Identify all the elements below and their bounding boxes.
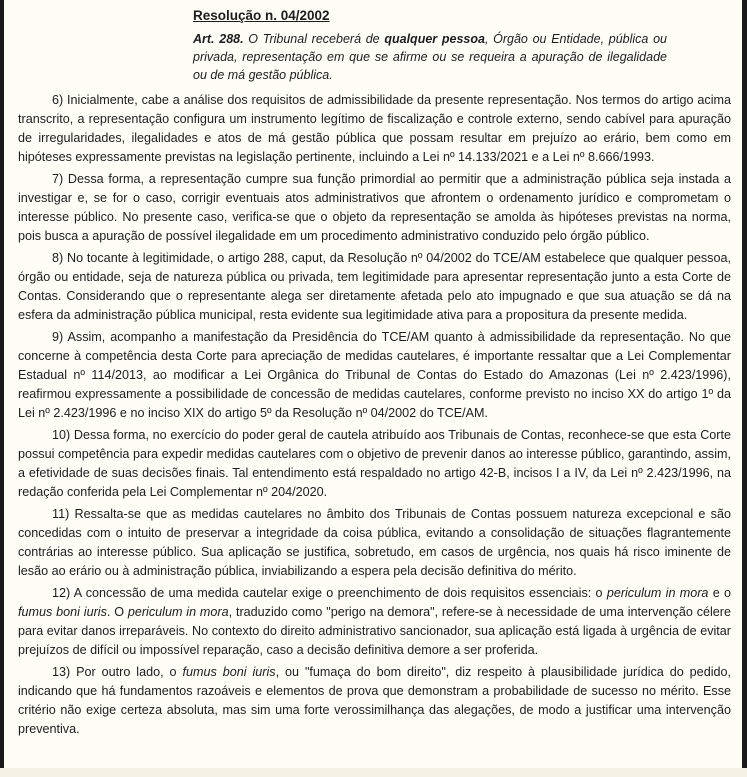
opinion-paragraph xyxy=(18,663,731,739)
text-run: periculum in mora xyxy=(606,586,709,600)
opinion-paragraph xyxy=(18,170,731,246)
opinion-paragraphs xyxy=(18,91,731,739)
text-run: qualquer pessoa xyxy=(384,32,485,46)
text-run: , Órgão ou Entidade, pública ou privada, representação em que se afirme ou se requeira a apuração de ilegalidade ou de má gestão pública. xyxy=(193,32,667,82)
text-run: 13) Por outro lado, o xyxy=(52,665,183,679)
opinion-paragraph xyxy=(18,505,731,581)
text-run: 7) Dessa forma, a representação cumpre sua função primordial ao permitir que a administração pública seja instada a investigar e, se for o caso, corrigir eventuais atos administrativos que afrontem o ordenamento jurídico e comprometam o interesse público. No presente caso, verifica-se que o objeto da representação se amolda às hipóteses previstas na norma, pois busca a apuração de possível ilegalidade em um procedimento administrativo conduzido pelo órgão público. xyxy=(18,172,731,243)
text-run: 9) Assim, acompanho a manifestação da Presidência do TCE/AM quanto à admissibilidade da representação. No que concerne à competência desta Corte para apreciação de medidas cautelares, é importante ressaltar que a Lei Complementar Estadual nº 114/2013, ao modificar a Lei Orgânica do Tribunal de Contas do Estado do Amazonas (Lei nº 2.423/1996), reafirmou expressamente a possibilidade de concessão de medidas cautelares, conforme previsto no inciso XX do artigo 1º da Lei nº 2.423/1996 e no inciso XIX do artigo 5º da Resolução nº 04/2002 do TCE/AM. xyxy=(18,330,731,420)
text-run: 11) Ressalta-se que as medidas cautelares no âmbito dos Tribunais de Contas possuem natureza excepcional e são concedidas com o intuito de preservar a integridade da coisa pública, evitando a consolidação de situações flagrantemente contrárias ao interesse público. Sua aplicação se justifica, sobretudo, em casos de urgência, nos quais há risco iminente de lesão ao erário ou à administração pública, inviabilizando a espera pela decisão definitiva do mérito. xyxy=(18,507,731,578)
text-run: . O xyxy=(106,605,128,619)
text-run: fumus boni iuris xyxy=(18,605,107,619)
text-run: 6) Inicialmente, cabe a análise dos requisitos de admissibilidade da presente representação. Nos termos do artigo acima transcrito, a representação configura um instrumento legítimo de fiscalização e controle externo, sendo cabível para apuração de irregularidades, ilegalidades e atos de má gestão pública que possam resultar em prejuízo ao erário, bem como em hipóteses expressamente previstas na legislação pertinente, incluindo a Lei nº 14.133/2021 e a Lei nº 8.666/1993. xyxy=(18,93,731,164)
text-run: fumus boni iuris xyxy=(182,665,276,679)
opinion-paragraph xyxy=(18,91,731,167)
document-content xyxy=(4,0,742,739)
opinion-paragraph xyxy=(18,426,731,502)
opinion-paragraph xyxy=(18,249,731,325)
text-run: 8) No tocante à legitimidade, o artigo 288, caput, da Resolução nº 04/2002 do TCE/AM estabelece que qualquer pessoa, órgão ou entidade, seja de natureza pública ou privada, tem legitimidade para apresentar representação junto a esta Corte de Contas. Considerando que o representante alega ser diretamente afetada pelo ato impugnado e que sua atuação se dá na esfera da administração pública municipal, resta evidente sua legitimidade ativa para a propositura da presente medida. xyxy=(18,251,731,322)
resolution-heading: Resolução n. 04/2002 xyxy=(193,8,330,23)
opinion-paragraph xyxy=(18,584,731,660)
text-run: , traduzido como "perigo na demora", refere-se à necessidade de uma intervenção célere para evitar danos irreparáveis. No contexto do direito administrativo sancionador, sua aplicação está ligada à urgência de evitar prejuízos de difícil ou impossível reparação, caso a decisão definitiva demore a ser proferida. xyxy=(18,605,732,657)
page-bottom-strip xyxy=(0,768,747,777)
text-run: periculum in mora xyxy=(127,605,229,619)
opinion-paragraph xyxy=(18,328,731,423)
text-run: 10) Dessa forma, no exercício do poder geral de cautela atribuído aos Tribunais de Contas, reconhece-se que esta Corte possui competência para expedir medidas cautelares com o objetivo de prevenir danos ao interesse público, garantindo, assim, a efetividade de suas decisões finais. Tal entendimento está respaldado no artigo 42-B, incisos I a IV, da Lei nº 2.423/1996, na redação conferida pela Lei Complementar nº 204/2020. xyxy=(18,428,731,499)
article-288-quote xyxy=(193,30,667,84)
text-run: O Tribunal receberá de xyxy=(243,32,385,46)
text-run: e o xyxy=(708,586,731,600)
text-run: , ou "fumaça do bom direito", diz respeito à plausibilidade jurídica do pedido, indicando que há fundamentos razoáveis e elementos de prova que demonstram a probabilidade de sucesso no mérito. Esse critério não exige certeza absoluta, mas sim uma forte verossimilhança das alegações, de modo a justificar uma intervenção preventiva. xyxy=(18,665,731,736)
text-run: Art. 288. xyxy=(193,32,244,46)
text-run: 12) A concessão de uma medida cautelar exige o preenchimento de dois requisitos essenciais: o xyxy=(52,586,607,600)
